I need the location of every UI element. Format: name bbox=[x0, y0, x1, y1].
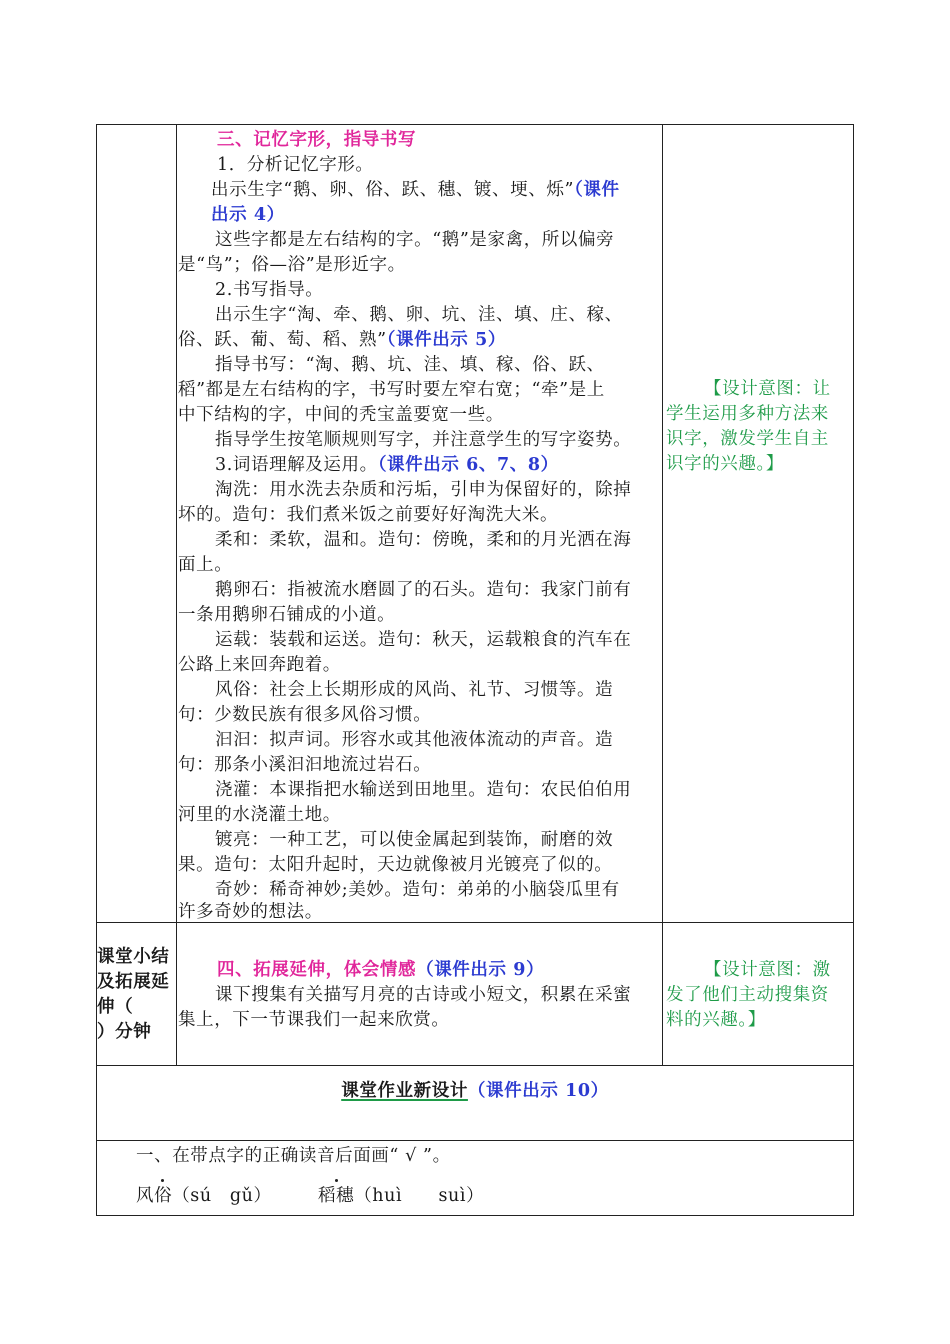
homework-exercise-row bbox=[97, 1141, 853, 1215]
text-line: 鹅卵石：指被流水磨圆了的石头。造句：我家门前有 bbox=[215, 580, 632, 600]
design-intent-cell-2 bbox=[664, 923, 854, 1065]
section3-heading: 三、记忆字形，指导书写 bbox=[217, 130, 417, 150]
text-line: 中下结构的字，中间的秃宝盖要宽一些。 bbox=[178, 405, 504, 425]
summary-label: ）分钟 bbox=[97, 1022, 152, 1042]
text-line: 运载：装载和运送。造句：秋天，运载粮食的汽车在 bbox=[215, 630, 632, 650]
text-line: 出示生字“淘、牵、鹅、卵、坑、洼、填、庄、稼、 bbox=[215, 305, 623, 325]
design-intent-cell bbox=[664, 125, 854, 922]
text-line: 句：那条小溪汩汩地流过岩石。 bbox=[178, 755, 432, 775]
text-line: 指导书写：“淘、鹅、坑、洼、填、稼、俗、跃、 bbox=[215, 355, 605, 375]
text-line: 奇妙：稀奇神妙;美妙。造句：弟弟的小脑袋瓜里有 bbox=[215, 880, 620, 900]
text-line: 俗、跃、葡、萄、稻、熟”（课件出示 5） bbox=[178, 330, 506, 350]
text-line: 风俗：社会上长期形成的风尚、礼节、习惯等。造 bbox=[215, 680, 614, 700]
exercise-instruction: 一、在带点字的正确读音后面画“ √ ”。 bbox=[136, 1146, 451, 1166]
text-line: 柔和：柔软，温和。造句：傍晚，柔和的月光洒在海 bbox=[215, 530, 632, 550]
courseware-ref: 出示 4） bbox=[211, 205, 285, 225]
text-line: 坏的。造句：我们煮米饭之前要好好淘洗大米。 bbox=[178, 505, 559, 525]
text-line: 集上，下一节课我们一起来欣赏。 bbox=[178, 1010, 450, 1030]
summary-row bbox=[97, 923, 853, 1066]
text-line: 课下搜集有关描写月亮的古诗或小短文，积累在采蜜 bbox=[215, 985, 632, 1005]
text-line: 公路上来回奔跑着。 bbox=[178, 655, 341, 675]
exercise-item: 风俗（sú gǔ） bbox=[136, 1186, 272, 1206]
text-line: 镀亮：一种工艺，可以使金属起到装饰，耐磨的效 bbox=[215, 830, 614, 850]
design-intent-line: 发了他们主动搜集资 bbox=[666, 985, 829, 1005]
emphasis-dot bbox=[335, 1179, 338, 1182]
stage-label-cell bbox=[97, 125, 175, 922]
design-intent-line: 学生运用多种方法来 bbox=[666, 404, 829, 424]
design-intent-line: 料的兴趣。】 bbox=[666, 1010, 766, 1030]
text-line: 出示生字“鹅、卵、俗、跃、穗、镀、埂、烁”（课件 bbox=[211, 180, 620, 200]
homework-title-row bbox=[97, 1066, 853, 1141]
text-line: 是“鸟”；俗—浴”是形近字。 bbox=[178, 255, 406, 275]
text-line: 一条用鹅卵石铺成的小道。 bbox=[178, 605, 396, 625]
content-cell bbox=[177, 125, 663, 922]
section4-heading: 四、拓展延伸，体会情感（课件出示 9） bbox=[217, 960, 545, 980]
extension-cell bbox=[177, 923, 663, 1065]
text-line: 淘洗：用水洗去杂质和污垢，引申为保留好的，除掉 bbox=[215, 480, 632, 500]
text-line: 这些字都是左右结构的字。“鹅”是家禽，所以偏旁 bbox=[215, 230, 615, 250]
text-line: 果。造句：太阳升起时，天边就像被月光镀亮了似的。 bbox=[178, 855, 613, 875]
summary-label: 伸（ bbox=[97, 997, 134, 1017]
design-intent-line: 识字的兴趣。】 bbox=[666, 454, 784, 474]
text-line: 指导学生按笔顺规则写字，并注意学生的写字姿势。 bbox=[215, 430, 632, 450]
design-intent-line: 【设计意图：激 bbox=[704, 960, 831, 980]
text-line: 河里的水浇灌土地。 bbox=[178, 805, 341, 825]
exercise-item: 稻穗（huì suì） bbox=[318, 1186, 485, 1206]
text-line: 许多奇妙的想法。 bbox=[178, 902, 323, 922]
summary-label-cell bbox=[97, 923, 175, 1065]
homework-title: 课堂作业新设计（课件出示 10） bbox=[341, 1081, 609, 1101]
text-line: 浇灌：本课指把水输送到田地里。造句：农民伯伯用 bbox=[215, 780, 632, 800]
section3-row bbox=[97, 125, 853, 923]
text-line: 2.书写指导。 bbox=[215, 280, 324, 300]
text-line: 稻”都是左右结构的字，书写时要左窄右宽；“牵”是上 bbox=[178, 380, 605, 400]
design-intent-line: 识字，激发学生自主 bbox=[666, 429, 829, 449]
emphasis-dot bbox=[161, 1179, 164, 1182]
text-line: 面上。 bbox=[178, 555, 233, 575]
text-line: 3.词语理解及运用。（课件出示 6、7、8） bbox=[215, 455, 559, 475]
text-line: 汩汩：拟声词。形容水或其他液体流动的声音。造 bbox=[215, 730, 614, 750]
text-line: 句：少数民族有很多风俗习惯。 bbox=[178, 705, 432, 725]
lesson-plan-table bbox=[96, 124, 854, 1216]
summary-label: 课堂小结 bbox=[97, 947, 170, 967]
text-line: 1．分析记忆字形。 bbox=[217, 155, 374, 175]
design-intent-line: 【设计意图：让 bbox=[704, 379, 831, 399]
summary-label: 及拓展延 bbox=[97, 972, 170, 992]
